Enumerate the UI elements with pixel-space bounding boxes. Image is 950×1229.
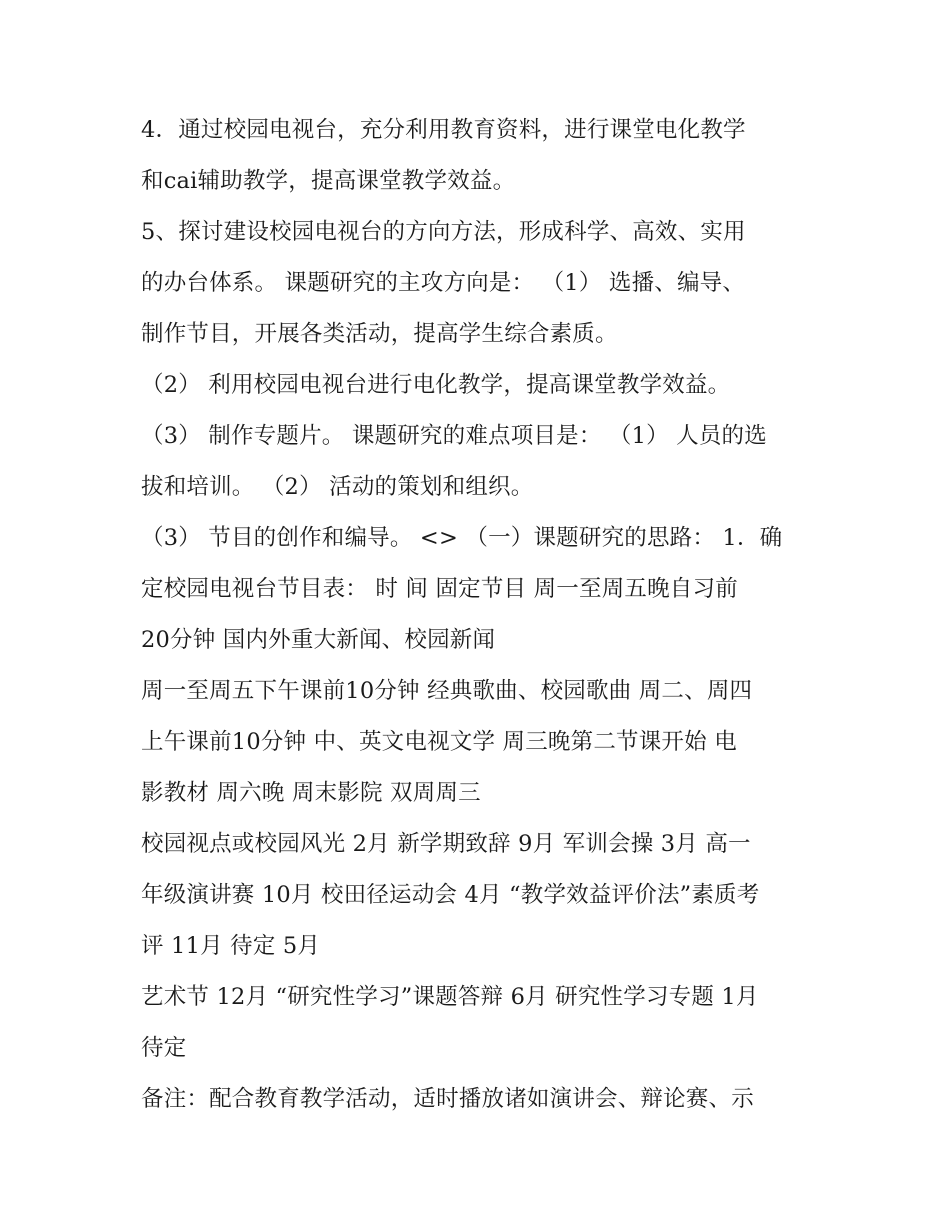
text-line: 的办台体系。 课题研究的主攻方向是： （1） 选播、编导、 [141,270,746,296]
text-line: （3） 制作专题片。 课题研究的难点项目是： （1） 人员的选 [141,423,767,449]
text-line: 艺术节 12月 “研究性学习”课题答辩 6月 研究性学习专题 1月 [141,984,759,1010]
text-line: 周一至周五下午课前10分钟 经典歌曲、校园歌曲 周二、周四 [141,678,753,704]
text-line: 校园视点或校园风光 2月 新学期致辞 9月 军训会操 3月 高一 [141,831,751,857]
text-line: 拔和培训。 （2） 活动的策划和组织。 [141,474,534,500]
text-line: 定校园电视台节目表： 时 间 固定节目 周一至周五晚自习前 [141,576,738,602]
text-line: 待定 [141,1035,187,1061]
text-line: （3） 节目的创作和编导。 <> （一）课题研究的思路： 1．确 [141,525,783,551]
text-line: （2） 利用校园电视台进行电化教学，提高课堂教学效益。 [141,372,731,398]
text-line: 年级演讲赛 10月 校田径运动会 4月 “教学效益评价法”素质考 [141,882,760,908]
text-line: 上午课前10分钟 中、英文电视文学 周三晚第二节课开始 电 [141,729,737,755]
document-body [141,105,831,1125]
text-line: 评 11月 待定 5月 [141,933,321,959]
text-line: 制作节目，开展各类活动，提高学生综合素质。 [141,321,618,347]
text-line: 和cai辅助教学，提高课堂教学效益。 [141,168,516,194]
text-line: 5、探讨建设校园电视台的方向方法，形成科学、高效、实用 [141,219,746,245]
text-line: 备注：配合教育教学活动，适时播放诸如演讲会、辩论赛、示 [141,1086,754,1112]
text-line: 影教材 周六晚 周末影院 双周周三 [141,780,481,806]
text-line: 20分钟 国内外重大新闻、校园新闻 [141,627,496,653]
text-line: 4．通过校园电视台，充分利用教育资料，进行课堂电化教学 [141,117,746,143]
